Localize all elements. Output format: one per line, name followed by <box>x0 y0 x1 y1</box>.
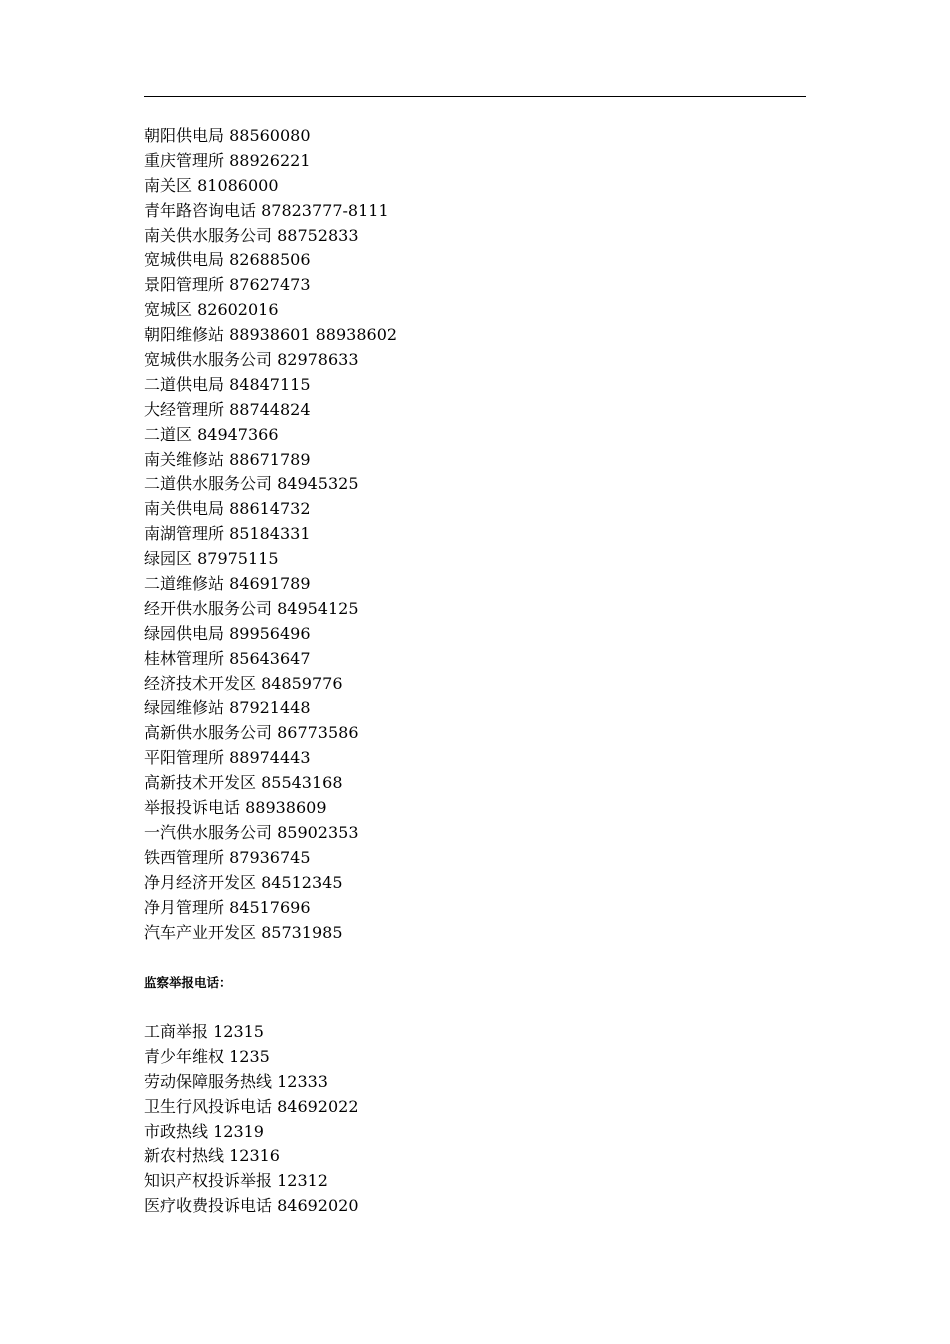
contact-entry: 一汽供水服务公司 85902353 <box>144 822 359 842</box>
contact-entry: 净月经济开发区 84512345 <box>144 872 343 892</box>
contact-entry: 净月管理所 84517696 <box>144 897 311 917</box>
contact-entry: 南关供电局 88614732 <box>144 499 311 519</box>
contact-entry: 医疗收费投诉电话 84692020 <box>144 1196 359 1216</box>
contact-entry: 知识产权投诉举报 12312 <box>144 1171 328 1191</box>
contact-entry: 市政热线 12319 <box>144 1121 264 1141</box>
contact-entry: 绿园区 87975115 <box>144 549 279 569</box>
contact-entry: 宽城区 82602016 <box>144 300 279 320</box>
contact-entry: 新农村热线 12316 <box>144 1146 280 1166</box>
contact-entry: 绿园维修站 87921448 <box>144 698 311 718</box>
contact-entry: 平阳管理所 88974443 <box>144 748 311 768</box>
contact-entry: 宽城供水服务公司 82978633 <box>144 350 359 370</box>
contact-entry: 南湖管理所 85184331 <box>144 524 311 544</box>
contact-entry: 二道维修站 84691789 <box>144 574 311 594</box>
contact-entry: 青少年维权 1235 <box>144 1046 270 1066</box>
supervision-heading: 监察举报电话： <box>144 975 232 990</box>
contact-entry: 青年路咨询电话 87823777-8111 <box>144 200 389 220</box>
contact-entry: 高新技术开发区 85543168 <box>144 773 343 793</box>
contact-entry: 桂林管理所 85643647 <box>144 648 311 668</box>
contact-entry: 朝阳供电局 88560080 <box>144 126 311 145</box>
contact-entry: 重庆管理所 88926221 <box>144 150 311 170</box>
contact-entry: 举报投诉电话 88938609 <box>144 798 327 818</box>
utility-contact-list <box>144 124 397 945</box>
contact-entry: 劳动保障服务热线 12333 <box>144 1071 328 1091</box>
contact-entry: 二道供电局 84847115 <box>144 374 311 394</box>
contact-entry: 二道区 84947366 <box>144 424 279 444</box>
contact-entry: 绿园供电局 89956496 <box>144 623 311 643</box>
contact-entry: 铁西管理所 87936745 <box>144 847 311 867</box>
contact-entry: 大经管理所 88744824 <box>144 399 311 419</box>
contact-entry: 卫生行风投诉电话 84692022 <box>144 1096 359 1116</box>
contact-entry: 宽城供电局 82688506 <box>144 250 311 270</box>
contact-entry: 工商举报 12315 <box>144 1022 264 1041</box>
contact-entry: 经济技术开发区 84859776 <box>144 673 343 693</box>
contact-entry: 朝阳维修站 88938601 88938602 <box>144 325 398 345</box>
contact-entry: 汽车产业开发区 85731985 <box>144 922 343 942</box>
contact-entry: 高新供水服务公司 86773586 <box>144 723 359 743</box>
contact-entry: 经开供水服务公司 84954125 <box>144 598 359 618</box>
contact-entry: 南关维修站 88671789 <box>144 449 311 469</box>
contact-entry: 景阳管理所 87627473 <box>144 275 311 295</box>
supervision-contact-list <box>144 1020 359 1219</box>
contact-entry: 南关区 81086000 <box>144 175 279 195</box>
header-rule <box>144 96 806 97</box>
contact-entry: 二道供水服务公司 84945325 <box>144 474 359 494</box>
contact-entry: 南关供水服务公司 88752833 <box>144 225 359 245</box>
